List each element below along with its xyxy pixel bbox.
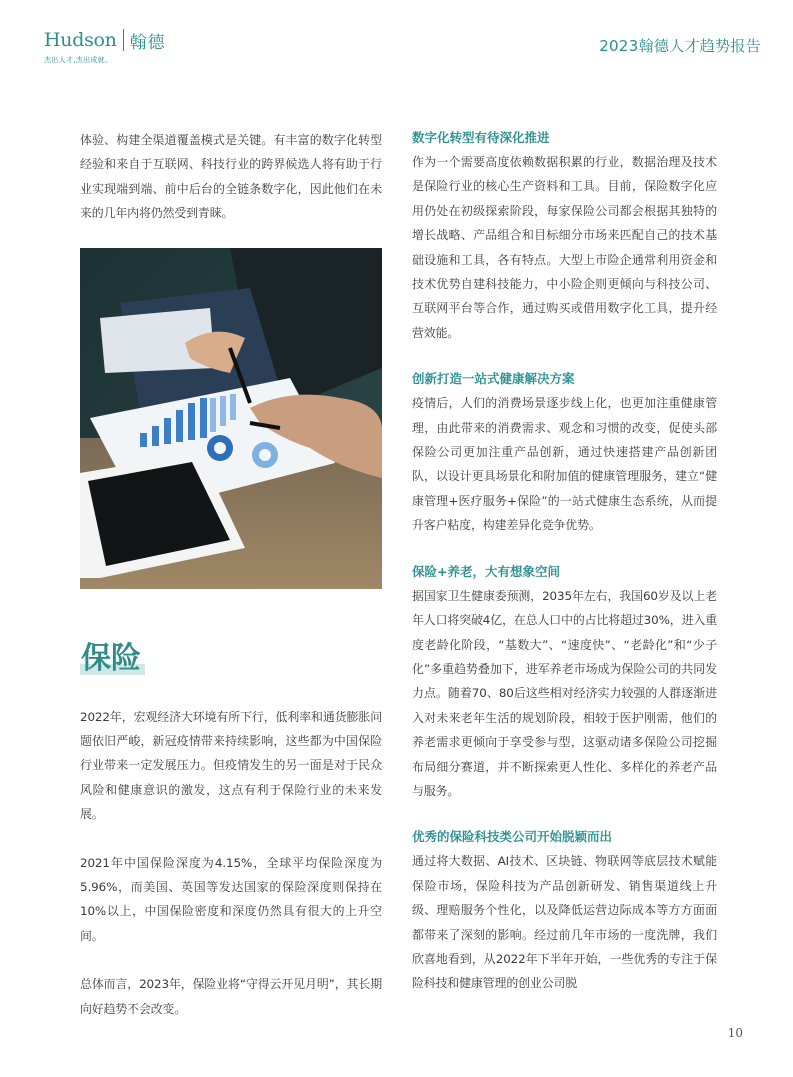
logo-tagline: 杰出人才,杰出成就。 — [44, 56, 113, 64]
paragraph-macro-economy: 2022年，宏观经济大环境有所下行，低利率和通货膨胀问题依旧严峻，新冠疫情带来持续影响，这些都为中国保险行业带来一定发展压力。但疫情发生的另一面是对于民众风险和健康意识的激发，这点有利于保险行业的未来发展。 — [80, 709, 382, 822]
right-column — [412, 128, 717, 1020]
intro-paragraph: 体验、构建全渠道覆盖模式是关键。有丰富的数字化转型经验和来自于互联网、科技行业的跨界候选人将有助于行业实现端到端、前中后台的全链条数字化，因此他们在未来的几年内将仍然受到青睐。 — [80, 133, 382, 221]
subheading-digital-transformation: 数字化转型有待深化推进 — [412, 130, 550, 145]
hudson-logo — [44, 28, 166, 65]
paragraph-insurance-eldercare: 据国家卫生健康委预测，2035年左右，我国60岁及以上老年人口将突破4亿，在总人口中的占比将超过30%，进入重度老龄化阶段，“基数大”、“速度快”、“老龄化”和“少子化”多重趋势叠加下，进军养老市场成为保险公司的共同发力点。随着70、80后这些相对经济实力较强的人群逐渐进入对未来老年生活的规划阶段，相较于医护刚需，他们的养老需求更倾向于享受参与型，这驱动诸多保险公司挖掘布局细分赛道，并不断探索更人性化、多样化的养老产品与服务。 — [412, 588, 717, 798]
paragraph-insurance-depth: 2021年中国保险深度为4.15%，全球平均保险深度为5.96%，而美国、英国等发达国家的保险深度则保持在10%以上，中国保险密度和深度仍然具有很大的上升空间。 — [80, 855, 382, 943]
business-chart-photo — [80, 248, 382, 589]
report-title: 2023翰德人才趋势报告 — [599, 37, 761, 55]
subheading-insurtech: 优秀的保险科技类公司开始脱颖而出 — [412, 829, 613, 845]
page-number: 10 — [727, 1026, 743, 1040]
paragraph-health-solution: 疫情后，人们的消费场景逐步线上化，也更加注重健康管理，由此带来的消费需求、观念和习惯的改变，促使头部保险公司更加注重产品创新，通过快速搭建产品创新团队，以设计更具场景化和附加值的健康管理服务，建立“健康管理+医疗服务+保险”的一站式健康生态系统，从而提升客户粘度，构建差异化竞争优势。 — [412, 396, 717, 533]
section-title-insurance: 保险 — [80, 633, 141, 677]
paragraph-outlook: 总体而言，2023年，保险业将“守得云开见月明”，其长期向好趋势不会改变。 — [80, 977, 382, 1016]
photo-illustration — [80, 248, 382, 589]
logo-wordmark: Hudson — [44, 29, 117, 51]
section-insurtech — [412, 827, 717, 995]
section-digital-transformation — [412, 128, 717, 345]
paragraph-insurtech: 通过将大数据、AI技术、区块链、物联网等底层技术赋能保险市场，保险科技为产品创新研发、销售渠道线上升级、理赔服务个性化，以及降低运营边际成本等方方面面都带来了深刻的影响。经过前几年市场的一度洗牌，我们欣喜地看到，从2022年下半年开始，一些优秀的专注于保险科技和健康管理的创业公司脱 — [412, 854, 717, 991]
paragraph-digital-transformation: 作为一个需要高度依赖数据积累的行业，数据治理及技术是保险行业的核心生产资料和工具。目前，保险数字化应用仍处在初级探索阶段，每家保险公司都会根据其独特的增长战略、产品组合和目标细分市场来匹配自己的技术基础设施和工具，各有特点。大型上市险企通常利用资金和技术优势自建科技能力，中小险企则更倾向与科技公司、互联网平台等合作，通过购买或借用数字化工具，提升经营效能。 — [412, 155, 717, 340]
logo-divider — [123, 29, 124, 51]
left-column — [80, 128, 382, 1021]
subheading-health-solution: 创新打造一站式健康解决方案 — [412, 371, 575, 387]
subheading-insurance-eldercare: 保险+养老，大有想象空间 — [412, 563, 560, 579]
logo-chinese-name: 翰德 — [129, 32, 166, 53]
section-health-solution — [412, 369, 717, 537]
section-insurance-eldercare — [412, 562, 717, 804]
